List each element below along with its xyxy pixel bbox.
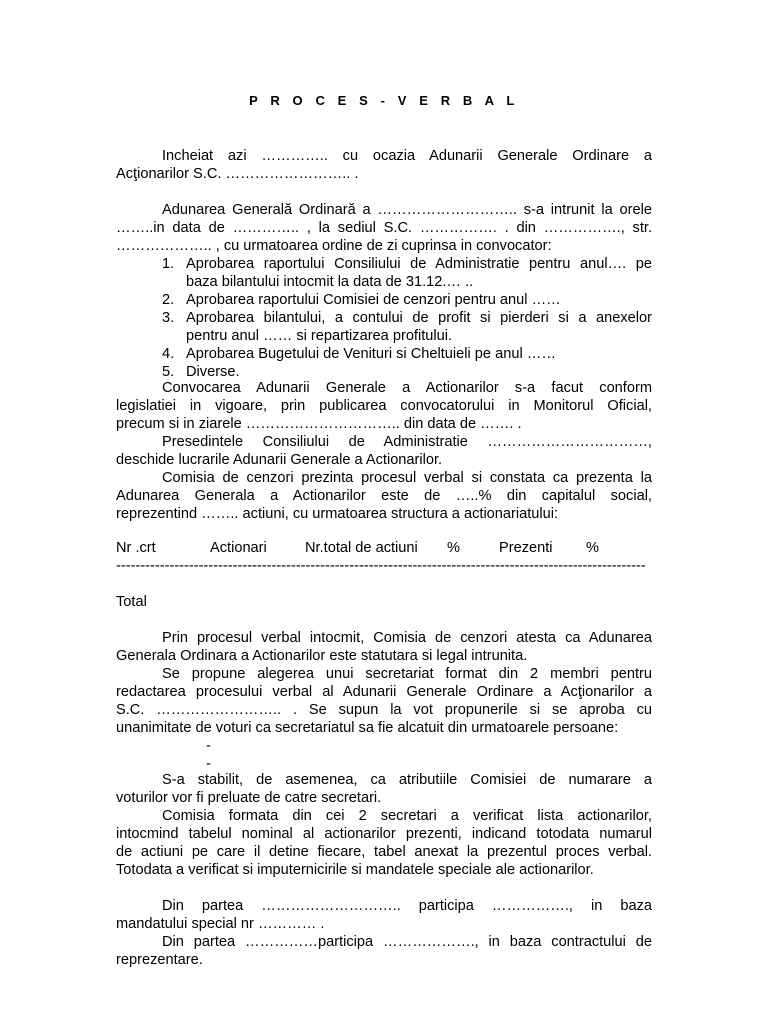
- din-partea-1-line-2: mandatului special nr ………… .: [116, 916, 325, 932]
- agenda-number: 1.: [162, 256, 175, 272]
- intro-line-1: Incheiat azi ………….. cu ocazia Adunarii Generale Ordinare a: [162, 148, 652, 164]
- adunare-line-3: ……………….. , cu urmatoarea ordine de zi cuprinsa in convocator:: [116, 238, 552, 254]
- agenda-text: Aprobarea Bugetului de Venituri si Cheltuieli pe anul ……: [186, 346, 556, 362]
- column-header-prezenti: Prezenti: [499, 540, 553, 556]
- adunare-line-1: Adunarea Generală Ordinară a ……………………….. s-a intrunit la orele: [162, 202, 652, 218]
- agenda-text: Diverse.: [186, 364, 240, 380]
- column-header-percent: %: [447, 540, 460, 556]
- agenda-text: Aprobarea raportului Comisiei de cenzori pentru anul ……: [186, 292, 561, 308]
- document-title: P R O C E S - V E R B A L: [249, 93, 519, 108]
- shareholder-table-header: [116, 539, 676, 557]
- convocare-line-2: legislatiei in vigoare, prin publicarea convocatorului in Monitorul Oficial,: [116, 398, 652, 414]
- presedinte-line-2: deschide lucrarile Adunarii Generale a Actionarilor.: [116, 452, 443, 468]
- presedinte-line-1: Presedintele Consiliului de Administratie ……………………………,: [162, 434, 652, 450]
- agenda-text: Aprobarea bilantului, a contului de profit si pierderi si a anexelor: [186, 310, 652, 326]
- din-partea-2-line-2: reprezentare.: [116, 952, 203, 968]
- agenda-text: Aprobarea raportului Consiliului de Administratie pentru anul…. pe: [186, 256, 652, 272]
- table-separator: -------------------------------------------------------------------------------------------------------------: [116, 558, 646, 574]
- column-header-total-actiuni: Nr.total de actiuni: [305, 540, 418, 556]
- agenda-text-cont: baza bilantului intocmit la data de 31.12.… ..: [186, 274, 474, 290]
- comisia-line-1: Comisia de cenzori prezinta procesul verbal si constata ca prezenta la: [162, 470, 652, 486]
- propune-line-3: S.C. …………………….. . Se supun la vot propunerile si se aproba cu: [116, 702, 652, 718]
- secretary-dash-item: -: [206, 756, 211, 772]
- prin-line-1: Prin procesul verbal intocmit, Comisia de cenzori atesta ca Adunarea: [162, 630, 652, 646]
- formata-line-4: Totodata a verificat si imputernicirile si mandatele speciale ale actionarilor.: [116, 862, 594, 878]
- agenda-number: 5.: [162, 364, 175, 380]
- intro-line-2: Acţionarilor S.C. …………………….. .: [116, 166, 359, 182]
- column-header-actionari: Actionari: [210, 540, 267, 556]
- formata-line-2: intocmind tabelul nominal al actionarilor prezenti, indicand totodata numarul: [116, 826, 652, 842]
- convocare-line-3: precum si in ziarele ………………………….. din data de ……. .: [116, 416, 522, 432]
- convocare-line-1: Convocarea Adunarii Generale a Actionarilor s-a facut conform: [162, 380, 652, 396]
- table-total-label: Total: [116, 594, 147, 610]
- prin-line-2: Generala Ordinara a Actionarilor este statutara si legal intrunita.: [116, 648, 528, 664]
- comisia-line-2: Adunarea Generala a Actionarilor este de …..% din capitalul social,: [116, 488, 652, 504]
- stabilit-line-1: S-a stabilit, de asemenea, ca atributiile Comisiei de numarare a: [162, 772, 652, 788]
- comisia-line-3: reprezentind …….. actiuni, cu urmatoarea structura a actionariatului:: [116, 506, 559, 522]
- formata-line-1: Comisia formata din cei 2 secretari a verificat lista actionarilor,: [162, 808, 652, 824]
- stabilit-line-2: voturilor vor fi preluate de catre secretari.: [116, 790, 382, 806]
- agenda-number: 4.: [162, 346, 175, 362]
- column-header-nr: Nr .crt: [116, 540, 156, 556]
- propune-line-2: redactarea procesului verbal al Adunarii Generale Ordinare a Acţionarilor a: [116, 684, 652, 700]
- agenda-text-cont: pentru anul …… si repartizarea profitului.: [186, 328, 453, 344]
- agenda-number: 3.: [162, 310, 175, 326]
- adunare-line-2: ……..in data de ………….. , la sediul S.C. ……………. . din ……………., str.: [116, 220, 652, 236]
- formata-line-3: de actiuni pe care il detine fiecare, tabel anexat la prezentul proces verbal.: [116, 844, 652, 860]
- din-partea-2-line-1: Din partea ……………participa ………………., in baza contractului de: [162, 934, 652, 950]
- secretary-dash-item: -: [206, 738, 211, 754]
- agenda-number: 2.: [162, 292, 175, 308]
- propune-line-1: Se propune alegerea unui secretariat format din 2 membri pentru: [162, 666, 652, 682]
- din-partea-1-line-1: Din partea ……………………….. participa ……………., in baza: [162, 898, 652, 914]
- propune-line-4: unanimitate de voturi ca secretariatul sa fie alcatuit din urmatoarele persoane:: [116, 720, 619, 736]
- column-header-percent-prezenti: %: [586, 540, 599, 556]
